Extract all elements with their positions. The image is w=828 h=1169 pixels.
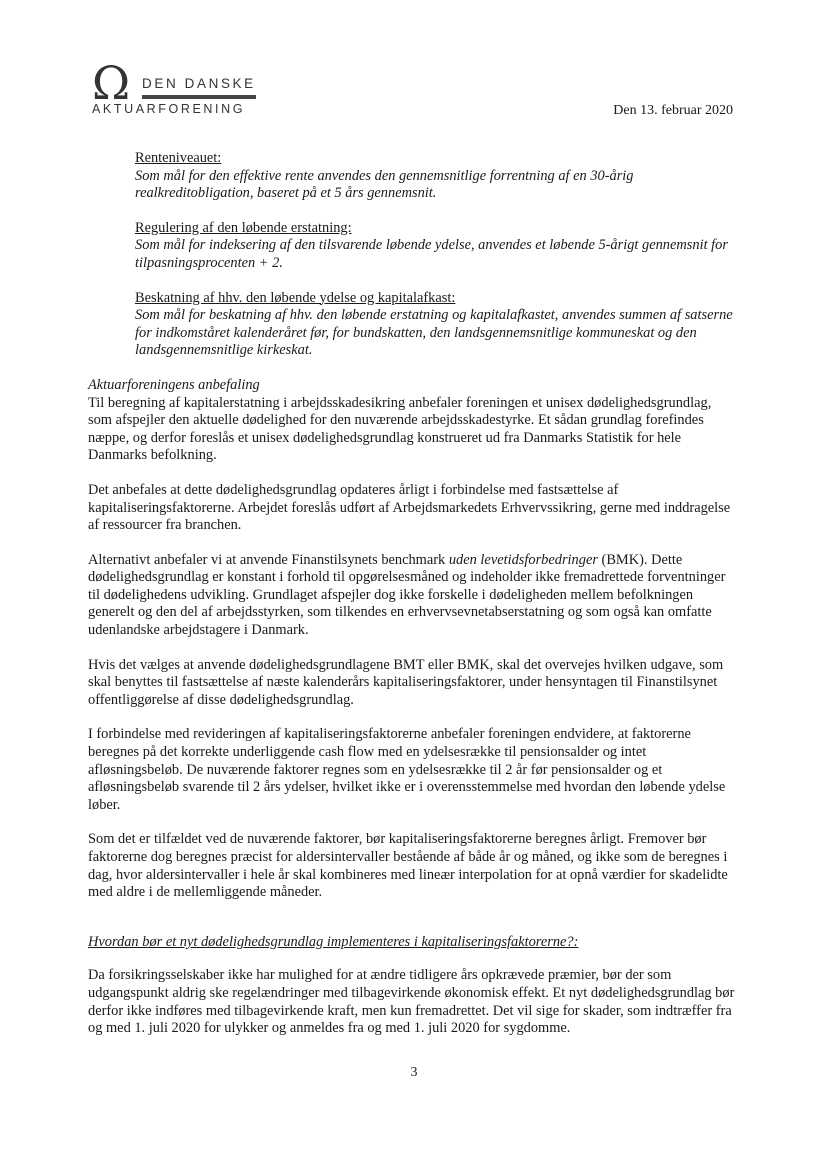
- section-heading: Regulering af den løbende erstatning:: [135, 219, 352, 236]
- logo-text-line1: DEN DANSKE: [142, 76, 256, 91]
- section-heading: Beskatning af hhv. den løbende ydelse og kapitalafkast:: [135, 289, 456, 306]
- paragraph: Hvis det vælges at anvende dødelighedsgrundlagene BMT eller BMK, skal det overvejes hvilken udgave, som skal benyttes til fastsættelse af næste kalenderårs kapitaliseringsfaktorer, under hensyntagen til Finanstilsynet offentliggørelse af disse dødelighedsgrundlag.: [88, 656, 724, 708]
- paragraph-text: (BMK). Dette dødelighedsgrundlag er konstant i forhold til opgørelsesmåned og indeholder ikke fremadrettede forventninger til dødelighedens udvikling. Grundlaget afspejler dog ikke forskelle i dødeligheden mellem befolkningen generelt og den del af arbejdsstyrken, som tilkendes en erhvervsevnetabserstatning og som også kan omfatte udenlandske arbejdstagere i Danmark.: [88, 551, 726, 639]
- document-body: [88, 150, 736, 1055]
- logo-bar: [142, 95, 256, 99]
- question-heading: Hvordan bør et nyt dødelighedsgrundlag implementeres i kapitaliseringsfaktorerne?:: [88, 933, 579, 950]
- page-number: 3: [410, 1065, 418, 1080]
- emphasis-text: uden levetidsforbedringer: [448, 551, 598, 568]
- paragraph: Det anbefales at dette dødelighedsgrundlag opdateres årligt i forbindelse med fastsættelse af kapitaliseringsfaktorerne. Arbejdet foreslås udført af Arbejdsmarkedets Erhvervssikring, gerne med inddragelse af ressourcer fra branchen.: [88, 481, 731, 534]
- paragraph: Da forsikringsselskaber ikke har mulighed for at ændre tidligere års opkrævede præmier, bør der som udgangspunkt aldrig ske regelændringer med tilbagevirkende økonomisk effekt. Et nyt dødelighedsgrundlag bør derfor ikke indføres med tilbagevirkende kraft, men kun fremadrettet. Det vil sige for skader, som indtræffer fra og med 1. juli 2020 for ulykker og anmeldes fra og med 1. juli 2020 for sygdomme.: [88, 967, 735, 1037]
- recommendation-subheading: Aktuarforeningens anbefaling: [88, 376, 260, 393]
- paragraph: Som det er tilfældet ved de nuværende faktorer, bør kapitaliseringsfaktorerne beregnes årligt. Fremover bør faktorerne dog beregnes præcist for aldersintervaller bestående af både år og måned, og ikke som de beregnes i dag, hvor aldersintervaller i hele år skal kombineres med lineær interpolation for at opnå værdier for skadelidte med aldre i de mellemliggende måneder.: [88, 831, 728, 901]
- paragraph: Til beregning af kapitalerstatning i arbejdsskadesikring anbefaler foreningen et unisex dødelighedsgrundlag, som afspejler den aktuelle dødelighed for den nuværende arbejdsskadestyrke. Et sådan grundlag forefindes næppe, og derfor foreslås et unisex dødelighedsgrundlag konstrueret ud fra Danmarks Statistik for hele Danmarks befolkning.: [88, 394, 712, 464]
- document-date: Den 13. februar 2020: [613, 103, 733, 118]
- aktuarforening-logo: [92, 56, 262, 116]
- section-text: Som mål for beskatning af hhv. den løbende erstatning og kapitalafkastet, anvendes summen af satserne for indkomståret kalenderåret før, for bundskatten, den landsgennemsnitlige kommuneskat og den landsgennemsnitlige kirkeskat.: [135, 307, 733, 359]
- section-renteniveau: [135, 150, 736, 203]
- logo-text-line2: AKTUARFORENING: [92, 102, 246, 116]
- section-text: Som mål for indeksering af den tilsvarende løbende ydelse, anvendes et løbende 5-årigt gennemsnit for tilpasningsprocenten + 2.: [135, 237, 728, 271]
- section-text: Som mål for den effektive rente anvendes den gennemsnitlige forrentning af en 30-årig realkreditobligation, baseret på et 5 års gennemsnit.: [135, 167, 634, 202]
- section-regulering: [135, 220, 736, 273]
- paragraph-text: Alternativt anbefaler vi at anvende Finanstilsynets benchmark: [88, 551, 449, 568]
- section-beskatning: [135, 290, 736, 360]
- paragraph: I forbindelse med revideringen af kapitaliseringsfaktorerne anbefaler foreningen endvidere, at faktorerne beregnes på det korrekte underliggende cash flow med en ydelsesrække til pensionsalder og intet afløsningsbeløb. De nuværende faktorer regnes som en ydelsesrække til 2 år før pensionsalder og et afløsningsbeløb svarende til 2 års ydelser, hvilket ikke er i overensstemmelse med hvordan den løbende ydelse løber.: [88, 726, 726, 813]
- paragraph: [88, 552, 736, 640]
- section-heading: Renteniveauet:: [135, 150, 222, 166]
- omega-logo-icon: Ω: [92, 56, 131, 110]
